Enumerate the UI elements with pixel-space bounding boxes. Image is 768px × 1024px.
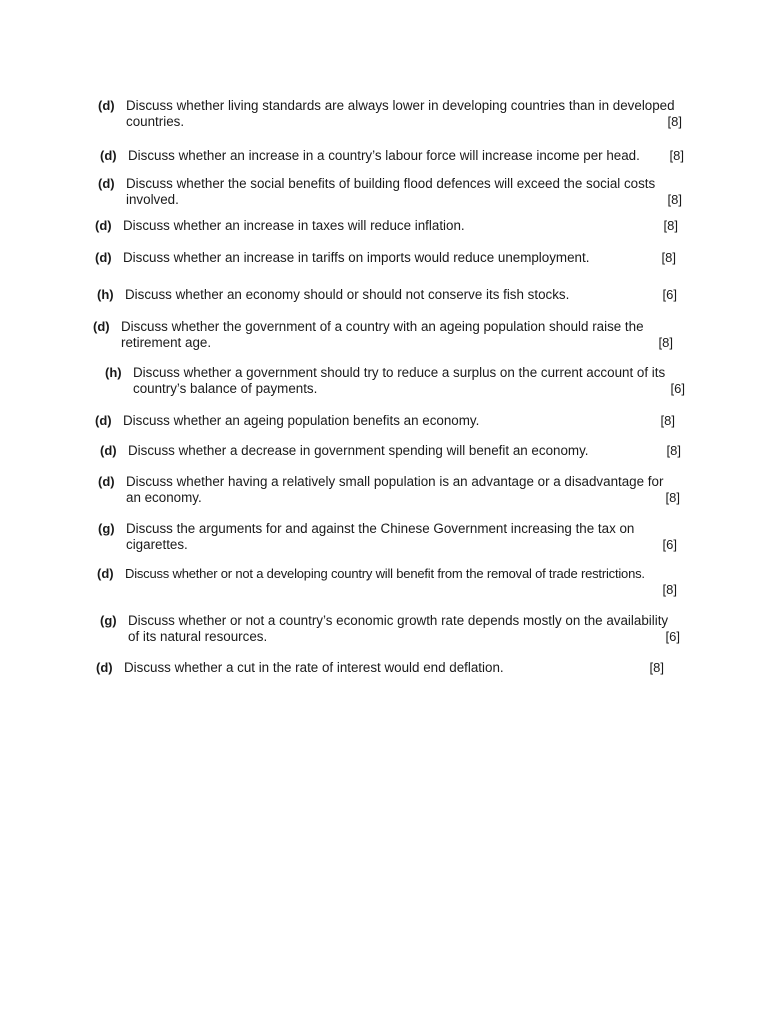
question-label: (d) xyxy=(98,474,115,489)
question-marks: [6] xyxy=(665,629,680,644)
question-item xyxy=(95,250,676,266)
question-text-continued: country’s balance of payments. xyxy=(133,381,318,396)
question-label: (d) xyxy=(96,660,113,675)
question-item xyxy=(98,474,680,506)
question-text: Discuss the arguments for and against the Chinese Government increasing the tax on xyxy=(126,521,635,536)
question-marks: [8] xyxy=(663,218,678,233)
question-marks: [8] xyxy=(665,490,680,505)
question-text-continued: an economy. xyxy=(126,490,202,505)
question-label: (d) xyxy=(95,250,112,265)
question-label: (d) xyxy=(97,566,114,581)
question-item xyxy=(95,413,675,429)
question-marks: [8] xyxy=(658,335,673,350)
question-marks: [8] xyxy=(669,148,684,163)
question-text-continued: retirement age. xyxy=(121,335,212,350)
question-item xyxy=(97,566,677,598)
question-item xyxy=(100,148,684,164)
question-label: (g) xyxy=(98,521,115,536)
question-marks: [8] xyxy=(660,413,675,428)
question-item xyxy=(98,521,677,553)
question-marks: [8] xyxy=(666,443,681,458)
question-text: Discuss whether an economy should or should not conserve its fish stocks. xyxy=(125,287,570,302)
question-item xyxy=(105,365,685,397)
question-text: Discuss whether an ageing population benefits an economy. xyxy=(123,413,480,428)
question-marks: [8] xyxy=(667,114,682,129)
question-text: Discuss whether or not a developing country will benefit from the removal of trade restrictions. xyxy=(125,566,645,581)
question-marks: [8] xyxy=(667,192,682,207)
question-text-continued: cigarettes. xyxy=(126,537,188,552)
question-marks: [8] xyxy=(661,250,676,265)
question-item xyxy=(95,218,678,234)
question-text-continued: of its natural resources. xyxy=(128,629,268,644)
question-text: Discuss whether a cut in the rate of interest would end deflation. xyxy=(124,660,504,675)
question-item xyxy=(93,319,673,351)
question-label: (d) xyxy=(100,443,117,458)
question-marks: [6] xyxy=(662,287,677,302)
question-text-continued: involved. xyxy=(126,192,179,207)
question-item xyxy=(98,176,682,208)
question-text: Discuss whether the social benefits of building flood defences will exceed the social costs xyxy=(126,176,656,191)
question-item xyxy=(96,660,664,676)
question-label: (g) xyxy=(100,613,117,628)
question-item xyxy=(100,443,681,459)
question-marks: [6] xyxy=(662,537,677,552)
question-marks: [8] xyxy=(649,660,664,675)
question-item xyxy=(97,287,677,303)
question-label: (d) xyxy=(98,176,115,191)
question-label: (d) xyxy=(100,148,117,163)
question-text: Discuss whether or not a country’s economic growth rate depends mostly on the availability xyxy=(128,613,669,628)
question-item xyxy=(98,98,682,130)
question-label: (d) xyxy=(95,218,112,233)
question-text: Discuss whether an increase in tariffs on imports would reduce unemployment. xyxy=(123,250,590,265)
question-text: Discuss whether a decrease in government spending will benefit an economy. xyxy=(128,443,589,458)
question-label: (d) xyxy=(98,98,115,113)
question-text: Discuss whether living standards are always lower in developing countries than in developed xyxy=(126,98,675,113)
question-label: (h) xyxy=(97,287,114,302)
question-text: Discuss whether the government of a country with an ageing population should raise the xyxy=(121,319,644,334)
question-text: Discuss whether having a relatively small population is an advantage or a disadvantage for xyxy=(126,474,664,489)
question-text: Discuss whether an increase in a country’s labour force will increase income per head. xyxy=(128,148,640,163)
question-label: (d) xyxy=(93,319,110,334)
question-text-continued: countries. xyxy=(126,114,185,129)
question-label: (d) xyxy=(95,413,112,428)
question-marks: [8] xyxy=(662,582,677,597)
question-text: Discuss whether an increase in taxes will reduce inflation. xyxy=(123,218,465,233)
question-text: Discuss whether a government should try to reduce a surplus on the current account of its xyxy=(133,365,666,380)
question-item xyxy=(100,613,680,645)
question-label: (h) xyxy=(105,365,122,380)
question-marks: [6] xyxy=(670,381,685,396)
